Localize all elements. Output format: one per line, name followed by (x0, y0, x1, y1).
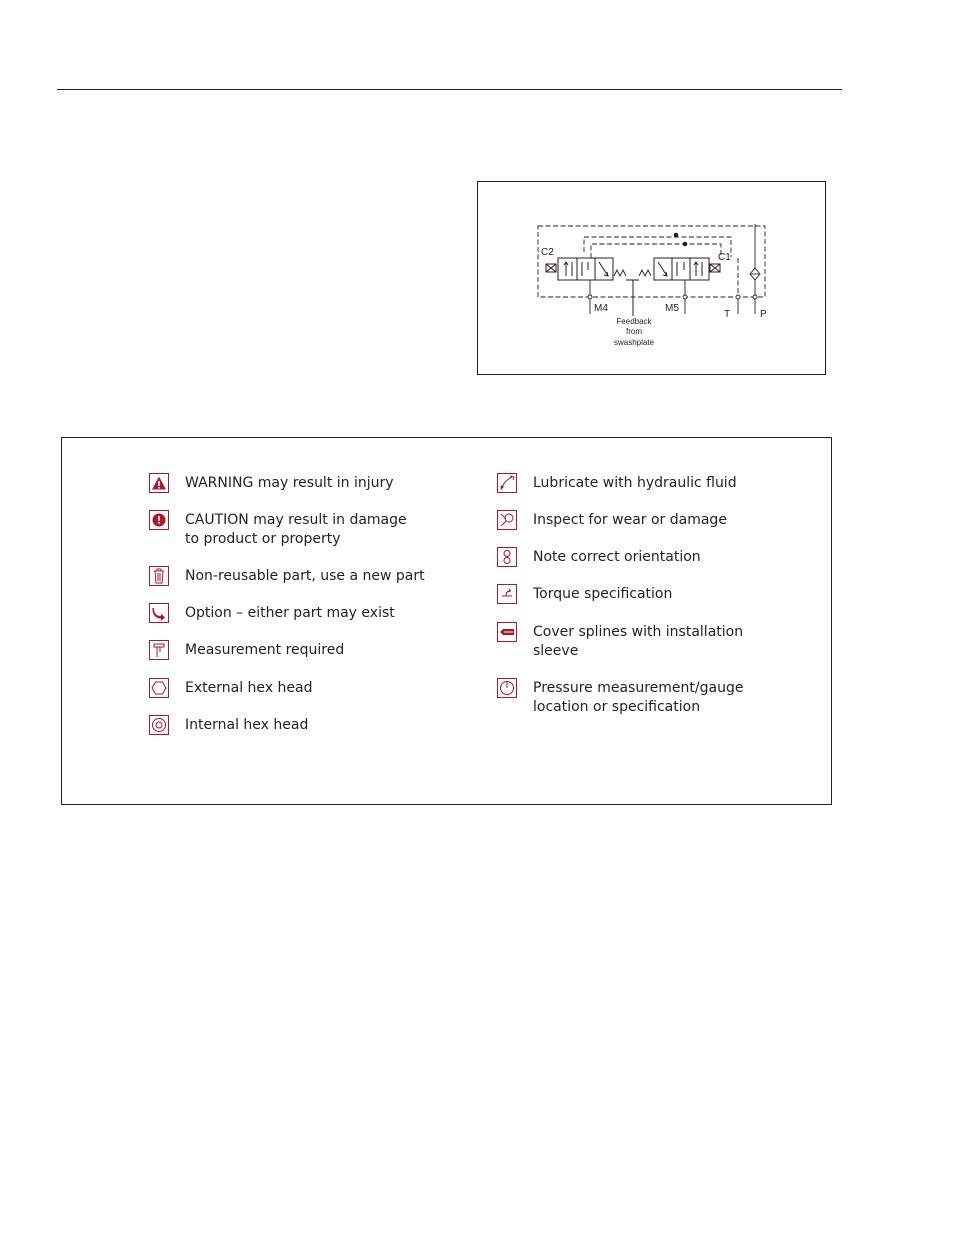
gauge-icon (497, 678, 517, 698)
caution-icon (149, 510, 169, 530)
legend-item-external-hex (149, 679, 425, 698)
legend-item-measurement (149, 641, 425, 660)
internal-hex-icon (149, 715, 169, 735)
control-schematic (477, 181, 826, 375)
legend-label: Lubricate with hydraulic fluid (533, 475, 737, 491)
legend-label: Measurement required (185, 642, 345, 658)
legend-item-inspect (497, 511, 773, 530)
legend-item-pressure-gauge (497, 679, 773, 717)
legend-label: CAUTION may result in damage to product or property (185, 512, 407, 547)
port-label-m5: M5 (665, 303, 679, 314)
legend-label: WARNING may result in injury (185, 475, 394, 491)
valve-right (639, 258, 720, 280)
feedback-label-line3: swashplate (613, 338, 655, 347)
feedback-link (626, 280, 639, 316)
port-label-c2: C2 (541, 247, 554, 258)
feedback-label-line2: from (626, 327, 642, 336)
legend-label: Inspect for wear or damage (533, 512, 727, 528)
oil-can-icon (497, 473, 517, 493)
magnifier-icon (497, 510, 517, 530)
pilot-lines (538, 226, 765, 297)
schematic-diagram (478, 182, 827, 376)
orientation-icon (497, 547, 517, 567)
legend-item-spline-sleeve (497, 623, 773, 661)
legend-item-caution (149, 511, 425, 549)
legend-label: Pressure measurement/gauge location or specification (533, 680, 744, 715)
port-label-t: T (724, 309, 731, 320)
port-lines (588, 224, 760, 314)
option-arrow-icon (149, 603, 169, 623)
legend-item-warning (149, 474, 425, 493)
legend-label: Cover splines with installation sleeve (533, 624, 744, 659)
trash-icon (149, 566, 169, 586)
caliper-icon (149, 640, 169, 660)
port-label-p: P (760, 309, 767, 320)
valve-left (546, 258, 626, 280)
legend-label: External hex head (185, 680, 313, 696)
warning-icon (149, 473, 169, 493)
torque-wrench-icon (497, 584, 517, 604)
legend-label: Internal hex head (185, 717, 309, 733)
legend-item-torque (497, 585, 773, 604)
legend-item-lubricate (497, 474, 773, 493)
port-label-c1: C1 (718, 252, 731, 263)
legend-label: Torque specification (533, 586, 673, 602)
symbol-legend (61, 437, 832, 805)
legend-item-non-reusable (149, 567, 425, 586)
hex-head-icon (149, 678, 169, 698)
header-rule (57, 89, 842, 90)
feedback-label-line1: Feedback (616, 317, 652, 326)
legend-item-orientation (497, 548, 773, 567)
port-label-m4: M4 (594, 303, 608, 314)
legend-label: Option – either part may exist (185, 605, 395, 621)
legend-item-internal-hex (149, 716, 425, 735)
spline-sleeve-icon (497, 622, 517, 642)
legend-item-option (149, 604, 425, 623)
legend-label: Non-reusable part, use a new part (185, 568, 425, 584)
legend-label: Note correct orientation (533, 549, 701, 565)
